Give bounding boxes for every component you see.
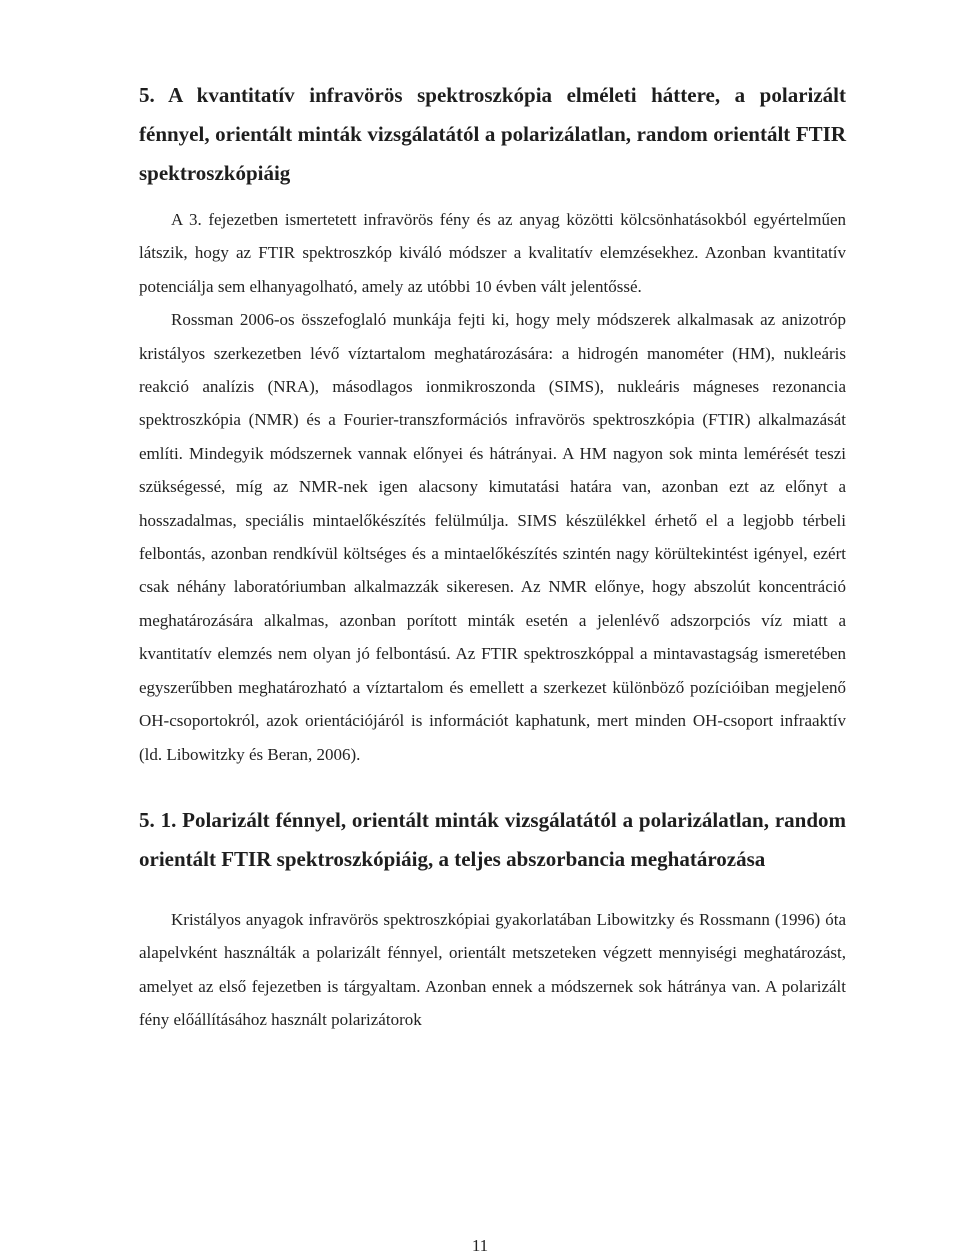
methods-paragraph: Rossman 2006-os összefoglaló munkája fejti ki, hogy mely módszerek alkalmasak az anizotróp kristályos szerkezetben lévő víztartalom meghatározására: a hidrogén manométer (HM), nukleáris reakció analízis (NRA), másodlagos ionmikroszonda (SIMS), nukleáris mágneses rezonancia spektroszkópia (NMR) és a Fourier-transzformációs infravörös spektroszkópia (FTIR) alkalmazását említi. Mindegyik módszernek vannak előnyei és hátrányai. A HM nagyon sok minta lemérését teszi szükségessé, míg az NMR-nek igen alacsony kimutatási határa van, azonban ezt az előnyt a hosszadalmas, speciális mintaelőkészítés felülmúlja. SIMS készülékkel érhető el a legjobb térbeli felbontás, azonban rendkívül költséges és a mintaelőkészítés szintén nagy körültekintést igényel, ezért csak néhány laboratóriumban alkalmazzák sikeresen. Az NMR előnye, hogy abszolút koncentráció meghatározására alkalmas, azonban porított minták esetén a jelenlévő adszorpciós víz miatt a kvantitatív elemzés nem olyan jó felbontású. Az FTIR spektroszkóppal a mintavastagság ismeretében egyszerűbben meghatározható a víztartalom és emellett a szerkezet különböző pozícióiban megjelenő OH-csoportokról, azok orientációjáról is információt kaphatunk, mert minden OH-csoport infraaktív (ld. Libowitzky és Beran, 2006).: [139, 310, 846, 764]
document-page: [139, 76, 846, 1037]
intro-paragraph: A 3. fejezetben ismertetett infravörös fény és az anyag közötti kölcsönhatásokból egyértelműen látszik, hogy az FTIR spektroszkóp kiváló módszer a kvalitatív elemzésekhez. Azonban kvantitatív potenciálja sem elhanyagolható, amely az utóbbi 10 évben vált jelentőssé.: [139, 210, 846, 296]
section-heading: 5. A kvantitatív infravörös spektroszkópia elméleti háttere, a polarizált fénnyel, orientált minták vizsgálatától a polarizálatlan, random orientált FTIR spektroszkópiáig: [139, 83, 846, 185]
page-number: 11: [471, 1236, 489, 1255]
subsection-heading: 5. 1. Polarizált fénnyel, orientált minták vizsgálatától a polarizálatlan, random orientált FTIR spektroszkópiáig, a teljes abszorbancia meghatározása: [139, 807, 846, 871]
polarization-paragraph: Kristályos anyagok infravörös spektroszkópiai gyakorlatában Libowitzky és Rossmann (1996) óta alapelvként használták a polarizált fénnyel, orientált metszeteken végzett mennyiségi meghatározást, amelyet az első fejezetben is tárgyaltam. Azonban ennek a módszernek sok hátránya van. A polarizált fény előállításához használt polarizátorok: [139, 909, 846, 1030]
